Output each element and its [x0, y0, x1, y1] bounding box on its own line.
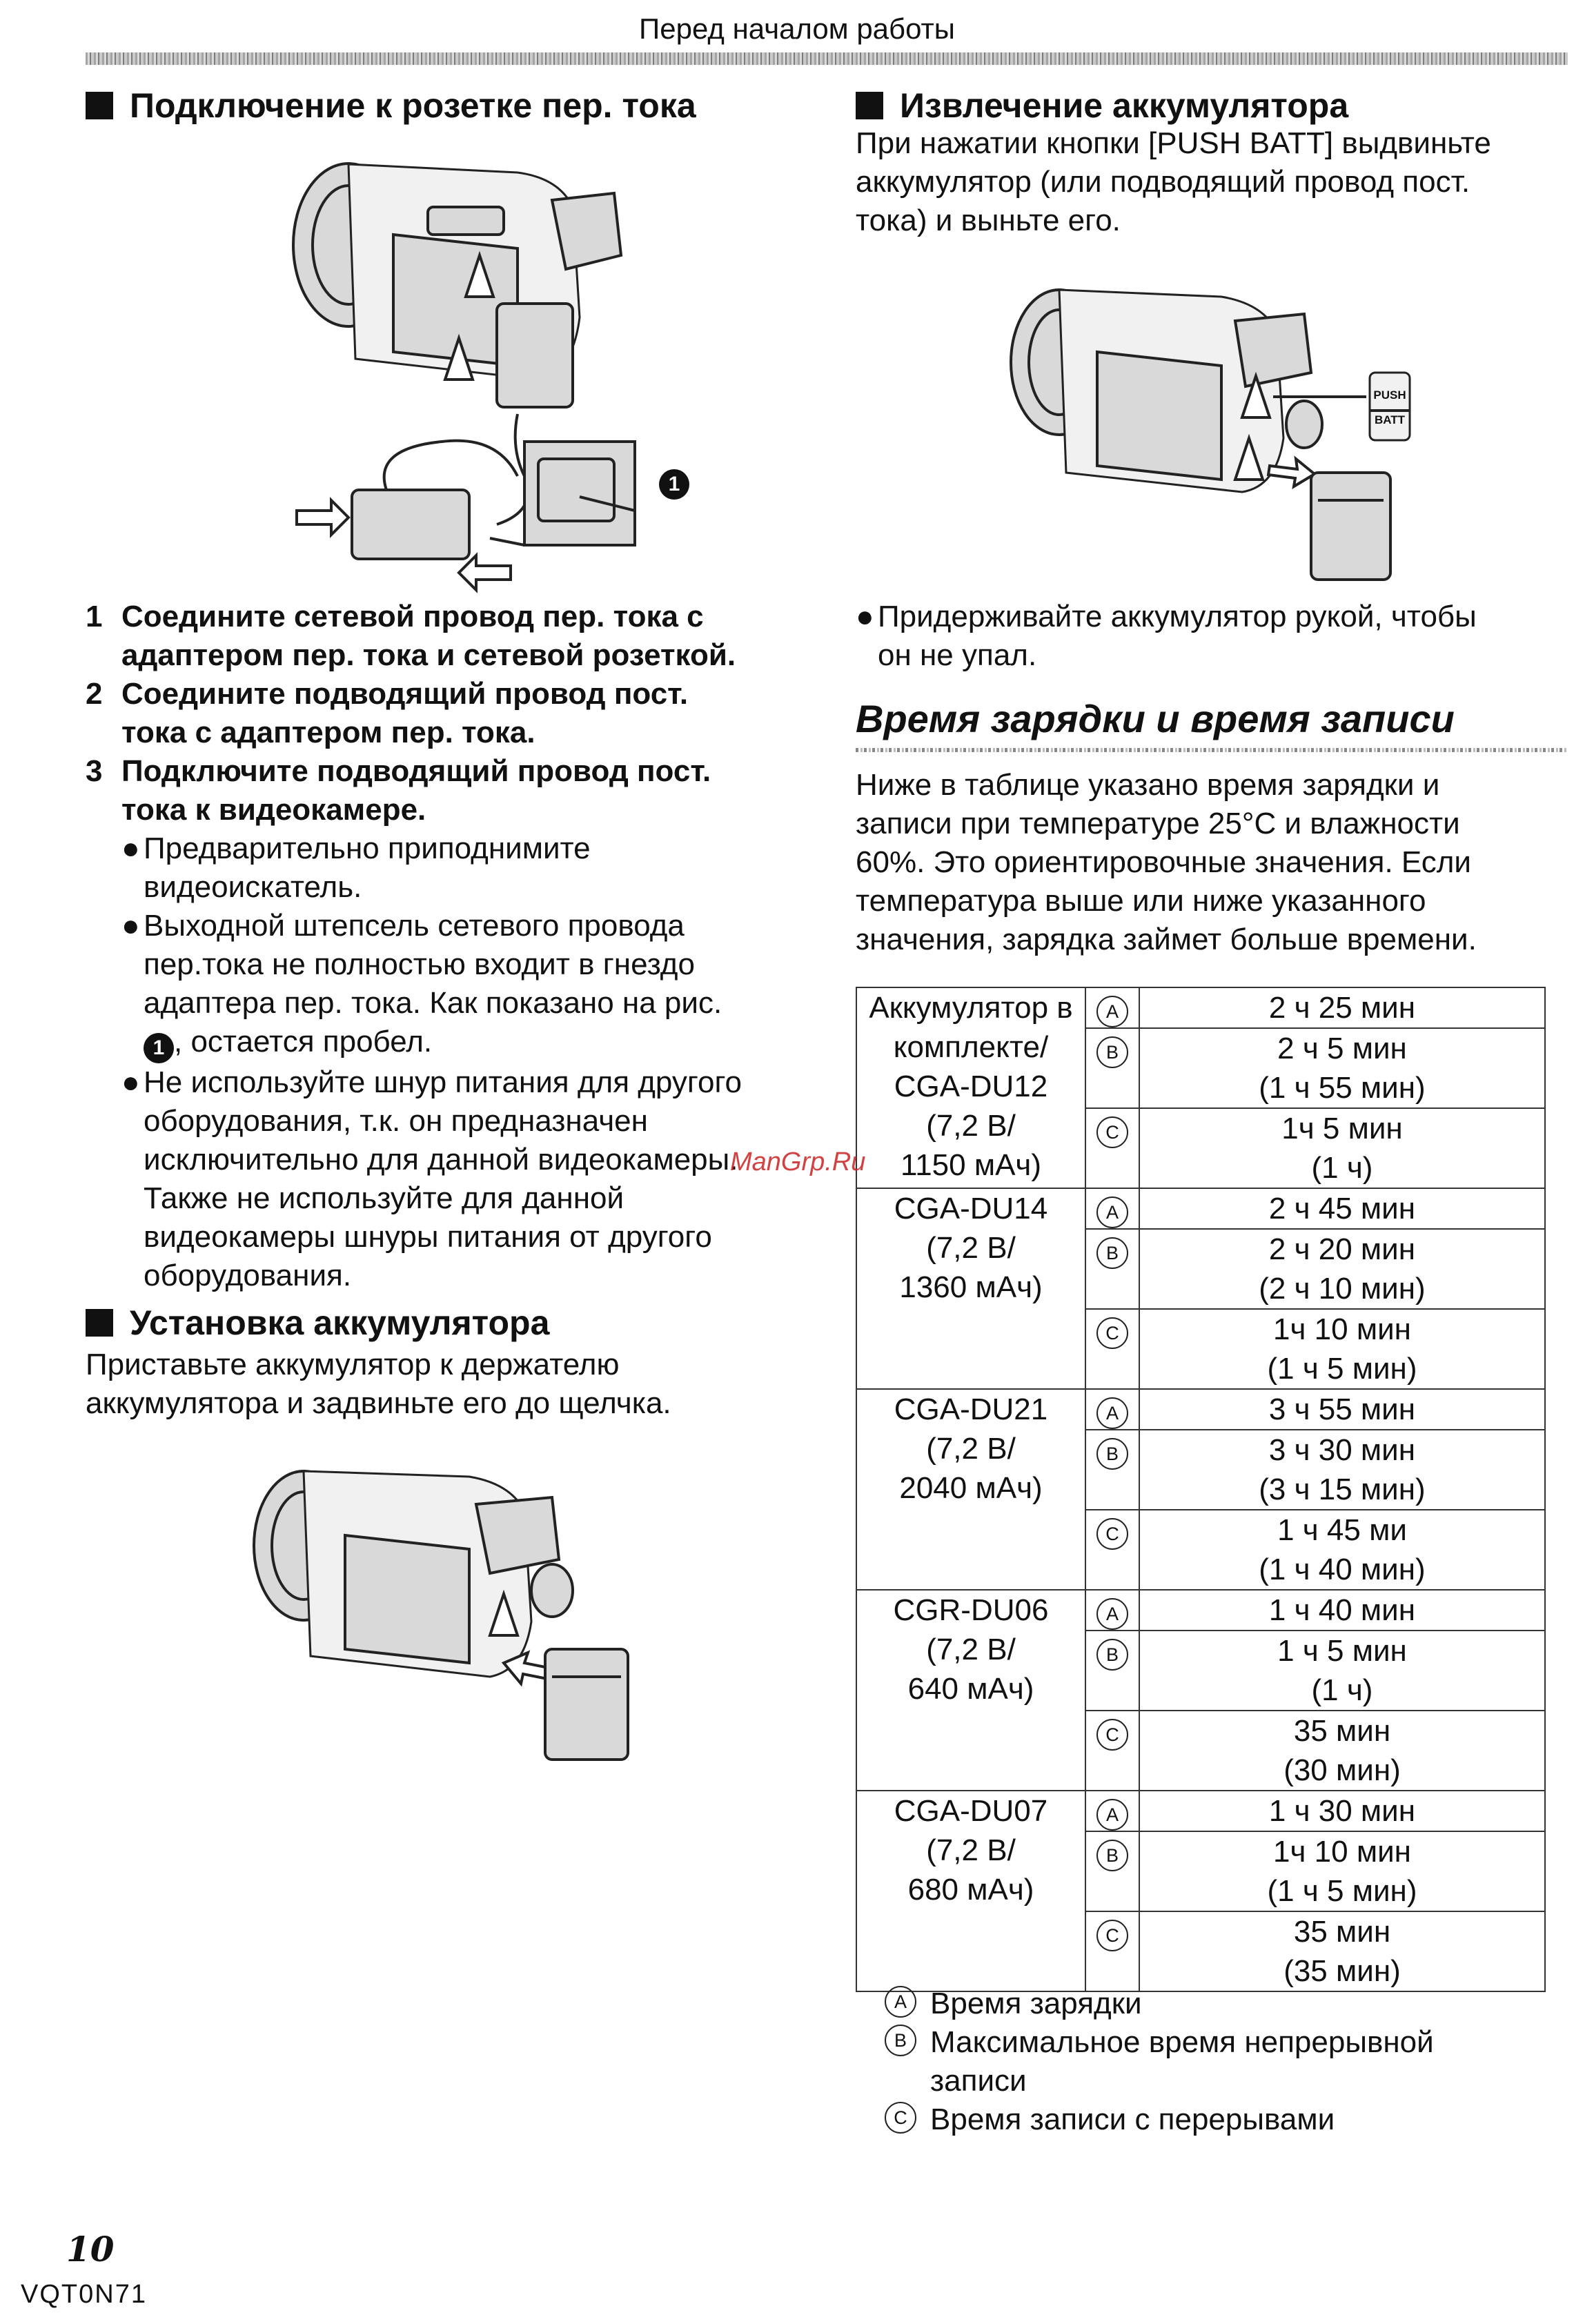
section-heading-ac: Подключение к розетке пер. тока — [86, 84, 696, 127]
subheading-rule — [856, 748, 1566, 752]
ref-badge-1: 1 — [144, 1033, 174, 1063]
bullet-dot-icon: ● — [121, 831, 140, 865]
camcorder-remove-illustration — [1007, 273, 1449, 590]
table-row: CGA-DU07 (7,2 В/ 680 мАч) A 1 ч 30 мин — [856, 1791, 1545, 1831]
step-item: 1 Соедините сетевой провод пер. тока с адаптером пер. тока и сетевой розеткой. — [86, 600, 736, 672]
lcd-panel-icon — [1097, 352, 1221, 480]
push-batt-label: PUSH BATT — [1373, 388, 1406, 426]
table-row: B 2 ч 5 мин (1 ч 55 мин) — [856, 1028, 1545, 1108]
times-text: Ниже в таблице указано время зарядки и записи при температуре 25°C и влажности 60%. Это ориентировочные значения. Если температура выше или ниже указанного значения, зарядка займет больше времени. — [856, 768, 1477, 956]
battery-cell: CGA-DU21 (7,2 В/ 2040 мАч) — [856, 1389, 1085, 1590]
install-text: Приставьте аккумулятор к держателю аккумулятора и задвиньте его до щелчка. — [86, 1348, 671, 1420]
bullet-dot-icon: ● — [121, 1065, 140, 1099]
callout-badge-1: 1 — [659, 469, 689, 500]
viewfinder-icon — [552, 193, 621, 269]
code-b-icon: B — [1096, 1840, 1128, 1871]
table-legend — [885, 1985, 1547, 2139]
code-c-icon: C — [1096, 1920, 1128, 1951]
bullet-item: ● Придерживайте аккумулятор рукой, чтобы он не упал. — [820, 598, 1594, 675]
square-bullet-icon — [86, 92, 113, 119]
square-bullet-icon — [86, 1309, 113, 1337]
code-b-icon: B — [1096, 1036, 1128, 1068]
code-c-icon: C — [1096, 1317, 1128, 1349]
remove-text: При нажатии кнопки [PUSH BATT] выдвиньте аккумулятор (или подводящий провод пост. тока) и выньте его. — [856, 126, 1491, 237]
code-b-icon: B — [1096, 1639, 1128, 1671]
section-heading-remove: Извлечение аккумулятора — [856, 84, 1348, 127]
code-a-icon: A — [1096, 1799, 1128, 1831]
step-item: 2 Соедините подводящий провод пост. тока с адаптером пер. тока. — [86, 677, 689, 749]
bullet-item: ● Выходной штепсель сетевого провода пер.тока не полностью входит в гнездо адаптера пер. тока. Как показано на рис. 1 , остается пробел. — [86, 907, 817, 1063]
table-row: C 35 мин (30 мин) — [856, 1711, 1545, 1791]
code-a-icon: A — [1096, 1397, 1128, 1429]
battery-cell: CGA-DU14 (7,2 В/ 1360 мАч) — [856, 1188, 1085, 1389]
section-heading-install: Установка аккумулятора — [86, 1301, 549, 1344]
battery-icon — [1311, 473, 1390, 580]
table-row: C 1ч 5 мин (1 ч) — [856, 1108, 1545, 1188]
bullet-dot-icon: ● — [121, 909, 140, 943]
code-b-icon: B — [885, 2025, 916, 2056]
bullet-item: ● Предварительно приподнимите видеоискатель. — [86, 829, 817, 907]
table-row: Аккумулятор в комплекте/ CGA-DU12 (7,2 В/ 1150 мАч) A 2 ч 25 мин — [856, 987, 1545, 1028]
table-row: CGA-DU21 (7,2 В/ 2040 мАч) A 3 ч 55 мин — [856, 1389, 1545, 1430]
camcorder-ac-illustration — [290, 152, 731, 593]
code-a-icon: A — [1096, 1598, 1128, 1630]
charge-time-table — [856, 987, 1546, 1992]
battery-cell: CGR-DU06 (7,2 В/ 640 мАч) — [856, 1590, 1085, 1791]
table-row: CGA-DU14 (7,2 В/ 1360 мАч) A 2 ч 45 мин — [856, 1188, 1545, 1229]
table-row: C 1 ч 45 ми (1 ч 40 мин) — [856, 1510, 1545, 1590]
dc-plug-icon — [497, 304, 573, 407]
square-bullet-icon — [856, 92, 883, 119]
table-row: B 3 ч 30 мин (3 ч 15 мин) — [856, 1430, 1545, 1510]
header-rule — [86, 52, 1568, 65]
table-row: C 35 мин (35 мин) — [856, 1911, 1545, 1991]
code-a-icon: A — [885, 1986, 916, 2018]
legend-item: B Максимальное время непрерывной записи — [885, 2023, 1547, 2100]
table-row: CGR-DU06 (7,2 В/ 640 мАч) A 1 ч 40 мин — [856, 1590, 1545, 1631]
code-c-icon: C — [885, 2102, 916, 2134]
code-c-icon: C — [1096, 1116, 1128, 1148]
lcd-panel-icon — [345, 1535, 469, 1663]
camcorder-install-illustration — [248, 1456, 662, 1773]
battery-cell: Аккумулятор в комплекте/ CGA-DU12 (7,2 В/ 1150 мАч) — [856, 987, 1085, 1188]
table-row: B 1 ч 5 мин (1 ч) — [856, 1631, 1545, 1711]
document-code: VQT0N71 — [21, 2280, 147, 2309]
code-a-icon: A — [1096, 996, 1128, 1027]
battery-icon — [545, 1649, 628, 1760]
code-b-icon: B — [1096, 1237, 1128, 1269]
section-heading-times: Время зарядки и время записи — [856, 697, 1455, 740]
page-number: 10 — [66, 2229, 115, 2269]
bullet-item: ● Не используйте шнур питания для другого оборудования, т.к. он предназначен исключительно для данной видеокамеры. Также не используйте для данной видеокамеры шнуры питания от другого оборудования. — [86, 1063, 817, 1295]
step-item: 3 Подключите подводящий провод пост. тока к видеокамере. — [86, 754, 711, 827]
legend-item: A Время зарядки — [885, 1985, 1547, 2023]
code-c-icon: C — [1096, 1518, 1128, 1550]
table-row: B 1ч 10 мин (1 ч 5 мин) — [856, 1831, 1545, 1911]
steps-list — [86, 598, 817, 1295]
code-c-icon: C — [1096, 1719, 1128, 1751]
legend-item: C Время записи с перерывами — [885, 2100, 1547, 2139]
table-row: C 1ч 10 мин (1 ч 5 мин) — [856, 1309, 1545, 1389]
bullet-dot-icon: ● — [856, 600, 874, 633]
viewfinder-icon — [476, 1497, 559, 1573]
code-a-icon: A — [1096, 1197, 1128, 1228]
code-b-icon: B — [1096, 1438, 1128, 1470]
table-row: B 2 ч 20 мин (2 ч 10 мин) — [856, 1229, 1545, 1309]
ac-adapter-icon — [352, 490, 469, 559]
page-header: Перед началом работы — [639, 12, 955, 45]
watermark: ManGrp.Ru — [730, 1148, 866, 1176]
battery-cell: CGA-DU07 (7,2 В/ 680 мАч) — [856, 1791, 1085, 1991]
viewfinder-icon — [1235, 314, 1311, 386]
